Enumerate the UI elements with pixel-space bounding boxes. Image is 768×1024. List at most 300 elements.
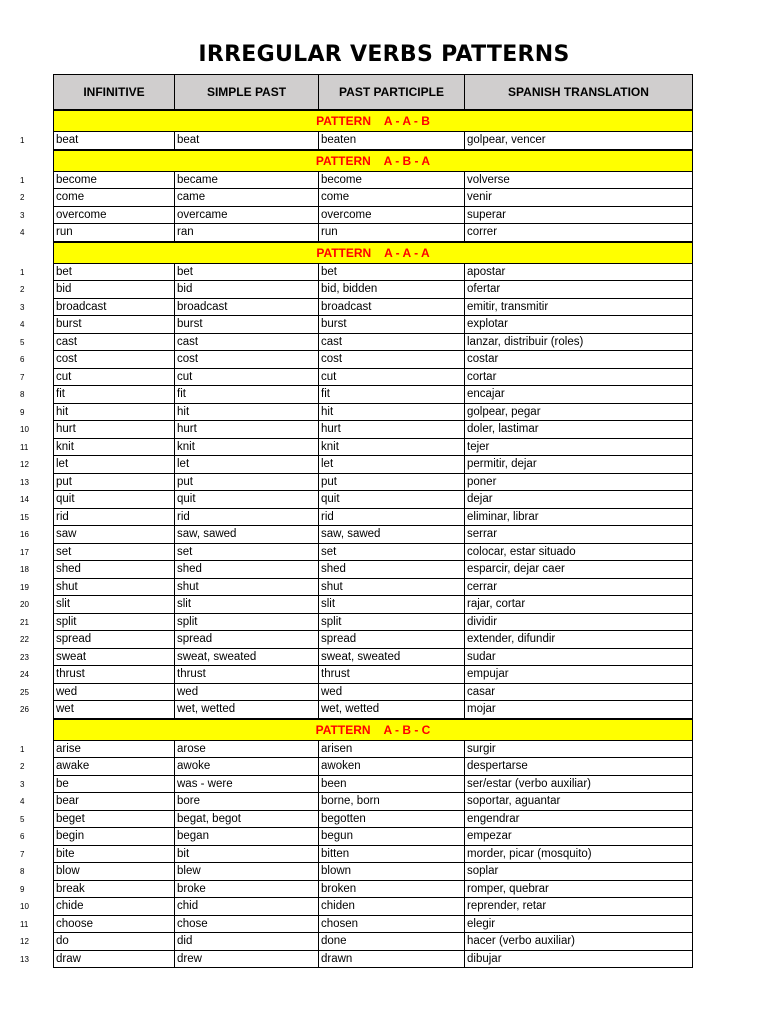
infinitive-cell: awake: [54, 758, 175, 775]
table-row: [0, 631, 768, 649]
row-number: 8: [20, 867, 25, 877]
table-row: [0, 758, 768, 776]
table-row: [0, 776, 768, 794]
infinitive-cell: beget: [54, 811, 175, 828]
table-row: [0, 491, 768, 509]
table-row: [0, 281, 768, 299]
pattern-label: PATTERN A - B - A: [315, 153, 431, 168]
past-participle-cell: begotten: [319, 811, 465, 828]
simple-past-cell: came: [175, 189, 319, 206]
infinitive-cell: chide: [54, 898, 175, 915]
past-participle-cell: bid, bidden: [319, 281, 465, 298]
row-cells: [53, 207, 693, 225]
infinitive-cell: knit: [54, 439, 175, 456]
past-participle-cell: borne, born: [319, 793, 465, 810]
header-simple-past: SIMPLE PAST: [175, 75, 319, 109]
infinitive-cell: bid: [54, 281, 175, 298]
row-cells: [53, 421, 693, 439]
past-participle-cell: bet: [319, 264, 465, 281]
spanish-translation-cell: extender, difundir: [467, 633, 556, 645]
simple-past-cell: did: [175, 933, 319, 950]
table-row: [0, 951, 768, 969]
table-row: [0, 741, 768, 759]
table-row: [0, 614, 768, 632]
row-number: 7: [20, 372, 25, 382]
row-number: 6: [20, 832, 25, 842]
row-cells: [53, 614, 693, 632]
simple-past-cell: awoke: [175, 758, 319, 775]
row-number: 8: [20, 390, 25, 400]
row-cells: [53, 561, 693, 579]
simple-past-cell: cost: [175, 351, 319, 368]
spanish-translation-cell: empezar: [467, 830, 512, 842]
simple-past-cell: begat, begot: [175, 811, 319, 828]
past-participle-cell: burst: [319, 316, 465, 333]
row-number: 5: [20, 814, 25, 824]
table-row: [0, 544, 768, 562]
infinitive-cell: bet: [54, 264, 175, 281]
infinitive-cell: sweat: [54, 649, 175, 666]
row-number: 4: [20, 320, 25, 330]
spanish-translation-cell: sudar: [467, 650, 496, 663]
past-participle-cell: chosen: [319, 916, 465, 933]
spanish-translation-cell: engendrar: [467, 812, 520, 825]
row-cells: [53, 509, 693, 527]
past-participle-cell: shed: [319, 561, 465, 578]
table-row: [0, 299, 768, 317]
infinitive-cell: come: [54, 189, 175, 206]
spanish-translation-cell: cerrar: [467, 580, 498, 593]
spanish-translation-cell: encajar: [467, 388, 505, 400]
past-participle-cell: beaten: [319, 132, 465, 149]
simple-past-cell: quit: [175, 491, 319, 508]
row-number: 20: [20, 600, 29, 610]
table-row: [0, 189, 768, 207]
row-number: 10: [20, 425, 29, 435]
row-cells: [53, 631, 693, 649]
spanish-translation-cell: empujar: [467, 668, 509, 680]
row-number: 26: [20, 705, 29, 715]
row-cells: [53, 701, 693, 719]
pattern-band: [53, 242, 693, 264]
spanish-translation-cell: apostar: [467, 265, 506, 278]
infinitive-cell: put: [54, 474, 175, 491]
table-row: [0, 846, 768, 864]
spanish-translation-cell: dibujar: [467, 952, 502, 965]
table-row: [0, 579, 768, 597]
spanish-translation-cell: costar: [467, 353, 499, 365]
row-number: 4: [20, 797, 25, 807]
simple-past-cell: knit: [175, 439, 319, 456]
row-number: 12: [20, 460, 29, 470]
simple-past-cell: burst: [175, 316, 319, 333]
pattern-band: [53, 719, 693, 741]
simple-past-cell: rid: [175, 509, 319, 526]
past-participle-cell: shut: [319, 579, 465, 596]
row-number: 7: [20, 849, 25, 859]
simple-past-cell: shut: [175, 579, 319, 596]
row-number: 1: [20, 175, 25, 185]
table-row: [0, 207, 768, 225]
table-row: [0, 596, 768, 614]
table-row: [0, 224, 768, 242]
table-row: [0, 898, 768, 916]
spanish-translation-cell: ofertar: [467, 283, 501, 295]
row-cells: [53, 951, 693, 969]
simple-past-cell: ran: [175, 224, 319, 241]
infinitive-cell: split: [54, 614, 175, 631]
pattern-label: PATTERN A - B - C: [315, 722, 431, 737]
past-participle-cell: cut: [319, 369, 465, 386]
infinitive-cell: set: [54, 544, 175, 561]
simple-past-cell: chid: [175, 898, 319, 915]
row-cells: [53, 863, 693, 881]
row-number: 3: [20, 210, 25, 220]
past-participle-cell: quit: [319, 491, 465, 508]
infinitive-cell: thrust: [54, 666, 175, 683]
simple-past-cell: bit: [175, 846, 319, 863]
infinitive-cell: slit: [54, 596, 175, 613]
past-participle-cell: put: [319, 474, 465, 491]
table-row: [0, 881, 768, 899]
spanish-translation-cell: dejar: [467, 493, 493, 505]
verbs-table: [0, 74, 768, 968]
row-number: 12: [20, 937, 29, 947]
row-number: 1: [20, 744, 25, 754]
row-cells: [53, 684, 693, 702]
row-number: 4: [20, 228, 25, 238]
row-number: 11: [20, 919, 29, 929]
infinitive-cell: begin: [54, 828, 175, 845]
infinitive-cell: hurt: [54, 421, 175, 438]
infinitive-cell: arise: [54, 741, 175, 758]
table-row: [0, 649, 768, 667]
row-cells: [53, 596, 693, 614]
infinitive-cell: run: [54, 224, 175, 241]
row-number: 17: [20, 547, 29, 557]
simple-past-cell: saw, sawed: [175, 526, 319, 543]
table-row: [0, 666, 768, 684]
past-participle-cell: awoken: [319, 758, 465, 775]
table-header-row: [0, 74, 768, 110]
past-participle-cell: wet, wetted: [319, 701, 465, 718]
spanish-translation-cell: soplar: [467, 865, 499, 877]
header-spanish-translation: SPANISH TRANSLATION: [508, 85, 649, 99]
table-row: [0, 863, 768, 881]
row-cells: [53, 793, 693, 811]
simple-past-cell: beat: [175, 132, 319, 149]
spanish-translation-cell: volverse: [467, 173, 510, 186]
infinitive-cell: bear: [54, 793, 175, 810]
spanish-translation-cell: superar: [467, 208, 506, 221]
table-row: [0, 334, 768, 352]
spanish-translation-cell: golpear, pegar: [467, 405, 541, 418]
simple-past-cell: overcame: [175, 207, 319, 224]
row-cells: [53, 666, 693, 684]
row-cells: [53, 439, 693, 457]
table-row: [0, 132, 768, 150]
row-cells: [53, 299, 693, 317]
row-cells: [53, 474, 693, 492]
row-cells: [53, 828, 693, 846]
past-participle-cell: spread: [319, 631, 465, 648]
spanish-translation-cell: correr: [467, 226, 498, 238]
spanish-translation-cell: elegir: [467, 917, 496, 930]
infinitive-cell: be: [54, 776, 175, 793]
table-row: [0, 701, 768, 719]
row-cells: [53, 881, 693, 899]
row-cells: [53, 132, 693, 150]
pattern-band: [53, 150, 693, 172]
row-cells: [53, 526, 693, 544]
pattern-band: [53, 110, 693, 132]
past-participle-cell: overcome: [319, 207, 465, 224]
infinitive-cell: saw: [54, 526, 175, 543]
row-number: 24: [20, 670, 29, 680]
past-participle-cell: saw, sawed: [319, 526, 465, 543]
simple-past-cell: hurt: [175, 421, 319, 438]
infinitive-cell: cast: [54, 334, 175, 351]
row-cells: [53, 544, 693, 562]
table-row: [0, 351, 768, 369]
infinitive-cell: rid: [54, 509, 175, 526]
spanish-translation-cell: morder, picar (mosquito): [467, 847, 592, 860]
past-participle-cell: arisen: [319, 741, 465, 758]
infinitive-cell: wed: [54, 684, 175, 701]
row-cells: [53, 579, 693, 597]
row-cells: [53, 916, 693, 934]
header-infinitive: INFINITIVE: [54, 75, 175, 109]
row-cells: [53, 776, 693, 794]
past-participle-cell: become: [319, 172, 465, 189]
row-cells: [53, 758, 693, 776]
spanish-translation-cell: despertarse: [467, 760, 528, 772]
table-row: [0, 264, 768, 282]
table-row: [0, 811, 768, 829]
infinitive-cell: break: [54, 881, 175, 898]
row-number: 2: [20, 285, 25, 295]
pattern-label: PATTERN A - A - B: [316, 114, 430, 128]
table-row: [0, 316, 768, 334]
past-participle-cell: come: [319, 189, 465, 206]
past-participle-cell: been: [319, 776, 465, 793]
simple-past-cell: split: [175, 614, 319, 631]
simple-past-cell: bet: [175, 264, 319, 281]
row-number: 23: [20, 652, 29, 662]
past-participle-cell: fit: [319, 386, 465, 403]
table-row: [0, 172, 768, 190]
spanish-translation-cell: esparcir, dejar caer: [467, 563, 565, 575]
row-number: 19: [20, 582, 29, 592]
infinitive-cell: wet: [54, 701, 175, 718]
infinitive-cell: hit: [54, 404, 175, 421]
simple-past-cell: bid: [175, 281, 319, 298]
simple-past-cell: broke: [175, 881, 319, 898]
header-past-participle: PAST PARTICIPLE: [319, 75, 465, 109]
infinitive-cell: cost: [54, 351, 175, 368]
simple-past-cell: shed: [175, 561, 319, 578]
spanish-translation-cell: hacer (verbo auxiliar): [467, 935, 576, 947]
row-cells: [53, 741, 693, 759]
simple-past-cell: let: [175, 456, 319, 473]
simple-past-cell: sweat, sweated: [175, 649, 319, 666]
past-participle-cell: done: [319, 933, 465, 950]
infinitive-cell: beat: [54, 132, 175, 149]
table-row: [0, 933, 768, 951]
infinitive-cell: spread: [54, 631, 175, 648]
past-participle-cell: set: [319, 544, 465, 561]
spanish-translation-cell: dividir: [467, 615, 498, 628]
row-number: 6: [20, 355, 25, 365]
simple-past-cell: slit: [175, 596, 319, 613]
spanish-translation-cell: tejer: [467, 440, 490, 453]
table-row: [0, 916, 768, 934]
spanish-translation-cell: cortar: [467, 370, 497, 383]
past-participle-cell: bitten: [319, 846, 465, 863]
spanish-translation-cell: lanzar, distribuir (roles): [467, 335, 584, 348]
simple-past-cell: cast: [175, 334, 319, 351]
infinitive-cell: draw: [54, 951, 175, 968]
simple-past-cell: thrust: [175, 666, 319, 683]
row-cells: [53, 172, 693, 190]
row-number: 2: [20, 762, 25, 772]
row-cells: [53, 898, 693, 916]
row-number: 13: [20, 477, 29, 487]
infinitive-cell: shut: [54, 579, 175, 596]
simple-past-cell: broadcast: [175, 299, 319, 316]
spanish-translation-cell: eliminar, librar: [467, 510, 539, 523]
past-participle-cell: cost: [319, 351, 465, 368]
infinitive-cell: let: [54, 456, 175, 473]
simple-past-cell: fit: [175, 386, 319, 403]
past-participle-cell: slit: [319, 596, 465, 613]
simple-past-cell: spread: [175, 631, 319, 648]
infinitive-cell: bite: [54, 846, 175, 863]
spanish-translation-cell: emitir, transmitir: [467, 300, 549, 313]
past-participle-cell: rid: [319, 509, 465, 526]
header-cells: [53, 74, 693, 110]
spanish-translation-cell: serrar: [467, 528, 498, 540]
row-number: 25: [20, 687, 29, 697]
spanish-translation-cell: reprender, retar: [467, 900, 547, 912]
simple-past-cell: wed: [175, 684, 319, 701]
row-number: 21: [20, 617, 29, 627]
spanish-translation-cell: venir: [467, 191, 492, 203]
past-participle-cell: knit: [319, 439, 465, 456]
row-number: 22: [20, 635, 29, 645]
row-number: 15: [20, 512, 29, 522]
row-cells: [53, 933, 693, 951]
pattern-header-row: [0, 242, 768, 264]
table-row: [0, 456, 768, 474]
past-participle-cell: blown: [319, 863, 465, 880]
row-cells: [53, 386, 693, 404]
infinitive-cell: cut: [54, 369, 175, 386]
row-cells: [53, 281, 693, 299]
row-number: 1: [20, 267, 25, 277]
table-row: [0, 421, 768, 439]
spanish-translation-cell: doler, lastimar: [467, 423, 539, 435]
infinitive-cell: overcome: [54, 207, 175, 224]
spanish-translation-cell: poner: [467, 475, 497, 488]
pattern-label: PATTERN A - A - A: [316, 245, 430, 260]
row-cells: [53, 491, 693, 509]
infinitive-cell: blow: [54, 863, 175, 880]
spanish-translation-cell: golpear, vencer: [467, 134, 546, 146]
row-cells: [53, 846, 693, 864]
past-participle-cell: thrust: [319, 666, 465, 683]
simple-past-cell: chose: [175, 916, 319, 933]
spanish-translation-cell: soportar, aguantar: [467, 795, 561, 807]
table-row: [0, 793, 768, 811]
row-cells: [53, 404, 693, 422]
row-number: 11: [20, 442, 29, 452]
table-row: [0, 439, 768, 457]
row-number: 18: [20, 565, 29, 575]
past-participle-cell: hurt: [319, 421, 465, 438]
row-number: 16: [20, 530, 29, 540]
past-participle-cell: split: [319, 614, 465, 631]
simple-past-cell: drew: [175, 951, 319, 968]
row-cells: [53, 456, 693, 474]
simple-past-cell: became: [175, 172, 319, 189]
row-cells: [53, 224, 693, 242]
past-participle-cell: sweat, sweated: [319, 649, 465, 666]
row-number: 13: [20, 954, 29, 964]
infinitive-cell: quit: [54, 491, 175, 508]
spanish-translation-cell: romper, quebrar: [467, 882, 549, 895]
infinitive-cell: become: [54, 172, 175, 189]
row-number: 2: [20, 193, 25, 203]
row-number: 10: [20, 902, 29, 912]
simple-past-cell: wet, wetted: [175, 701, 319, 718]
infinitive-cell: fit: [54, 386, 175, 403]
past-participle-cell: broken: [319, 881, 465, 898]
row-cells: [53, 369, 693, 387]
past-participle-cell: cast: [319, 334, 465, 351]
infinitive-cell: shed: [54, 561, 175, 578]
spanish-translation-cell: colocar, estar situado: [467, 545, 576, 558]
simple-past-cell: set: [175, 544, 319, 561]
row-cells: [53, 649, 693, 667]
past-participle-cell: drawn: [319, 951, 465, 968]
simple-past-cell: arose: [175, 741, 319, 758]
row-number: 14: [20, 495, 29, 505]
simple-past-cell: hit: [175, 404, 319, 421]
row-cells: [53, 351, 693, 369]
simple-past-cell: blew: [175, 863, 319, 880]
row-number: 5: [20, 337, 25, 347]
spanish-translation-cell: surgir: [467, 742, 496, 755]
past-participle-cell: hit: [319, 404, 465, 421]
table-row: [0, 386, 768, 404]
row-cells: [53, 811, 693, 829]
infinitive-cell: choose: [54, 916, 175, 933]
row-number: 3: [20, 302, 25, 312]
simple-past-cell: cut: [175, 369, 319, 386]
simple-past-cell: put: [175, 474, 319, 491]
pattern-header-row: [0, 110, 768, 132]
past-participle-cell: let: [319, 456, 465, 473]
page-title: IRREGULAR VERBS PATTERNS: [198, 42, 570, 67]
spanish-translation-cell: mojar: [467, 703, 496, 715]
table-row: [0, 526, 768, 544]
row-number: 9: [20, 407, 25, 417]
simple-past-cell: bore: [175, 793, 319, 810]
infinitive-cell: do: [54, 933, 175, 950]
past-participle-cell: run: [319, 224, 465, 241]
spanish-translation-cell: casar: [467, 685, 496, 698]
